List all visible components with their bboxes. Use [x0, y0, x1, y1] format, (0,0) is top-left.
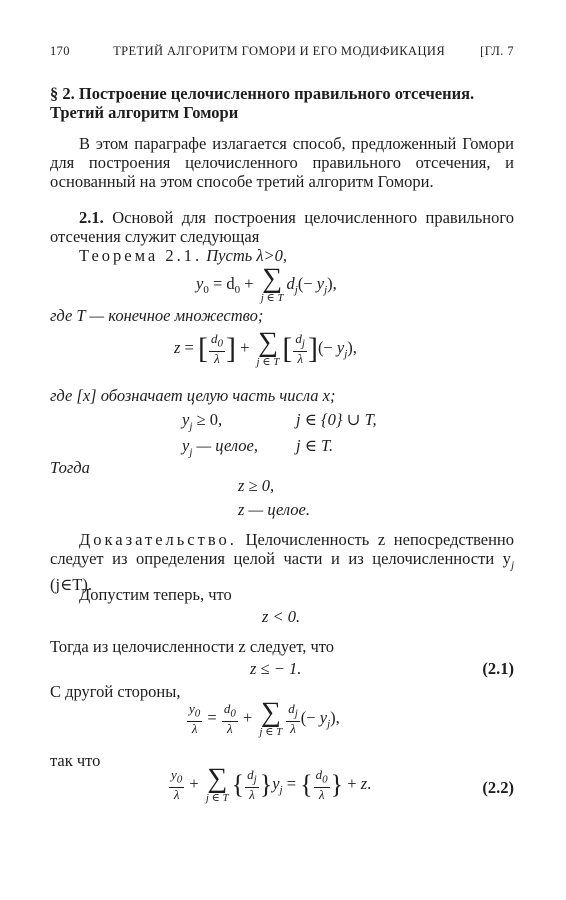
so-that-line: так что: [50, 751, 101, 770]
paragraph-label: 2.1.: [79, 208, 104, 227]
condition-integer: $y_j$ — целое,: [182, 436, 258, 459]
equation-number-2-2: (2.2): [482, 778, 514, 797]
equation-y0: $y_0 = d_0$ + ∑ j ∈ T $d_j(- y_j)$,: [196, 263, 337, 304]
conclusion-integer: z — целое.: [238, 500, 311, 519]
then-label: Тогда: [50, 458, 90, 477]
condition-nonneg: $y_j \ge 0$,: [182, 410, 223, 433]
paragraph-text: Основой для построения целочисленного правильного отсечения служит следующая: [50, 208, 514, 246]
section-title-line2: Третий алгоритм Гомори: [50, 103, 239, 122]
chapter-marker: [ГЛ. 7: [480, 44, 514, 58]
assume-line: Допустим теперь, что: [79, 585, 232, 604]
equation-2-2: $\frac{y_0}{\lambda}$ + ∑ j ∈ T { $\frac{d_j}{\lambda}$ }$y_j$ = { $\frac{d_0}{\lambda}$ } + z.: [171, 763, 372, 804]
where-T-line: где T — конечное множество;: [50, 306, 264, 325]
theorem-condition: Пусть λ>0,: [206, 246, 288, 265]
page-number: 170: [50, 44, 70, 58]
equation-y0-over-lambda: $\frac{y_0}{\lambda}$ = $\frac{d_0}{\lambda}$ + ∑ j ∈ T $\frac{d_j}{\lambda}$ (− $y_j$),: [189, 697, 340, 738]
proof-label: Доказательство.: [79, 530, 237, 549]
sum-symbol: ∑ j ∈ T: [260, 263, 284, 304]
paragraph-2-1: [50, 208, 514, 246]
running-header: [50, 44, 514, 59]
theorem-label: Теорема 2.1.: [79, 246, 203, 265]
section-title-line1: § 2. Построение целочисленного правильного отсечения.: [50, 84, 475, 103]
running-title: ТРЕТИЙ АЛГОРИТМ ГОМОРИ И ЕГО МОДИФИКАЦИЯ: [113, 44, 446, 58]
theorem-statement: [50, 246, 514, 265]
then-integer-line: Тогда из целочисленности z следует, что: [50, 637, 335, 656]
proof-paragraph: Доказательство. Целочисленность z непосредственно следует из определения целой части и из целочисленности $y_j$ (j∈T).: [50, 530, 514, 595]
intro-paragraph: В этом параграфе излагается способ, предложенный Гомори для построения целочисленного правильного отсечения, и основанный на этом способе третий алгоритм Гомори.: [50, 134, 514, 191]
inequality-2-1: z ≤ − 1.: [250, 659, 302, 678]
conclusion-nonneg: z ≥ 0,: [238, 476, 275, 495]
condition-set-1: j ∈ {0} ∪ T,: [296, 410, 377, 429]
equation-z: z = [ $\frac{d_0}{\lambda}$ ] + ∑ j ∈ T [ $\frac{d_j}{\lambda}$ ](− $y_j$),: [174, 327, 357, 368]
assumption-negative: z < 0.: [262, 607, 301, 626]
equation-number-2-1: (2.1): [482, 659, 514, 678]
condition-set-2: j ∈ T.: [296, 436, 334, 455]
section-title: [50, 84, 514, 122]
where-x-line: где [x] обозначает целую часть числа x;: [50, 386, 336, 405]
other-side-line: С другой стороны,: [50, 682, 181, 701]
